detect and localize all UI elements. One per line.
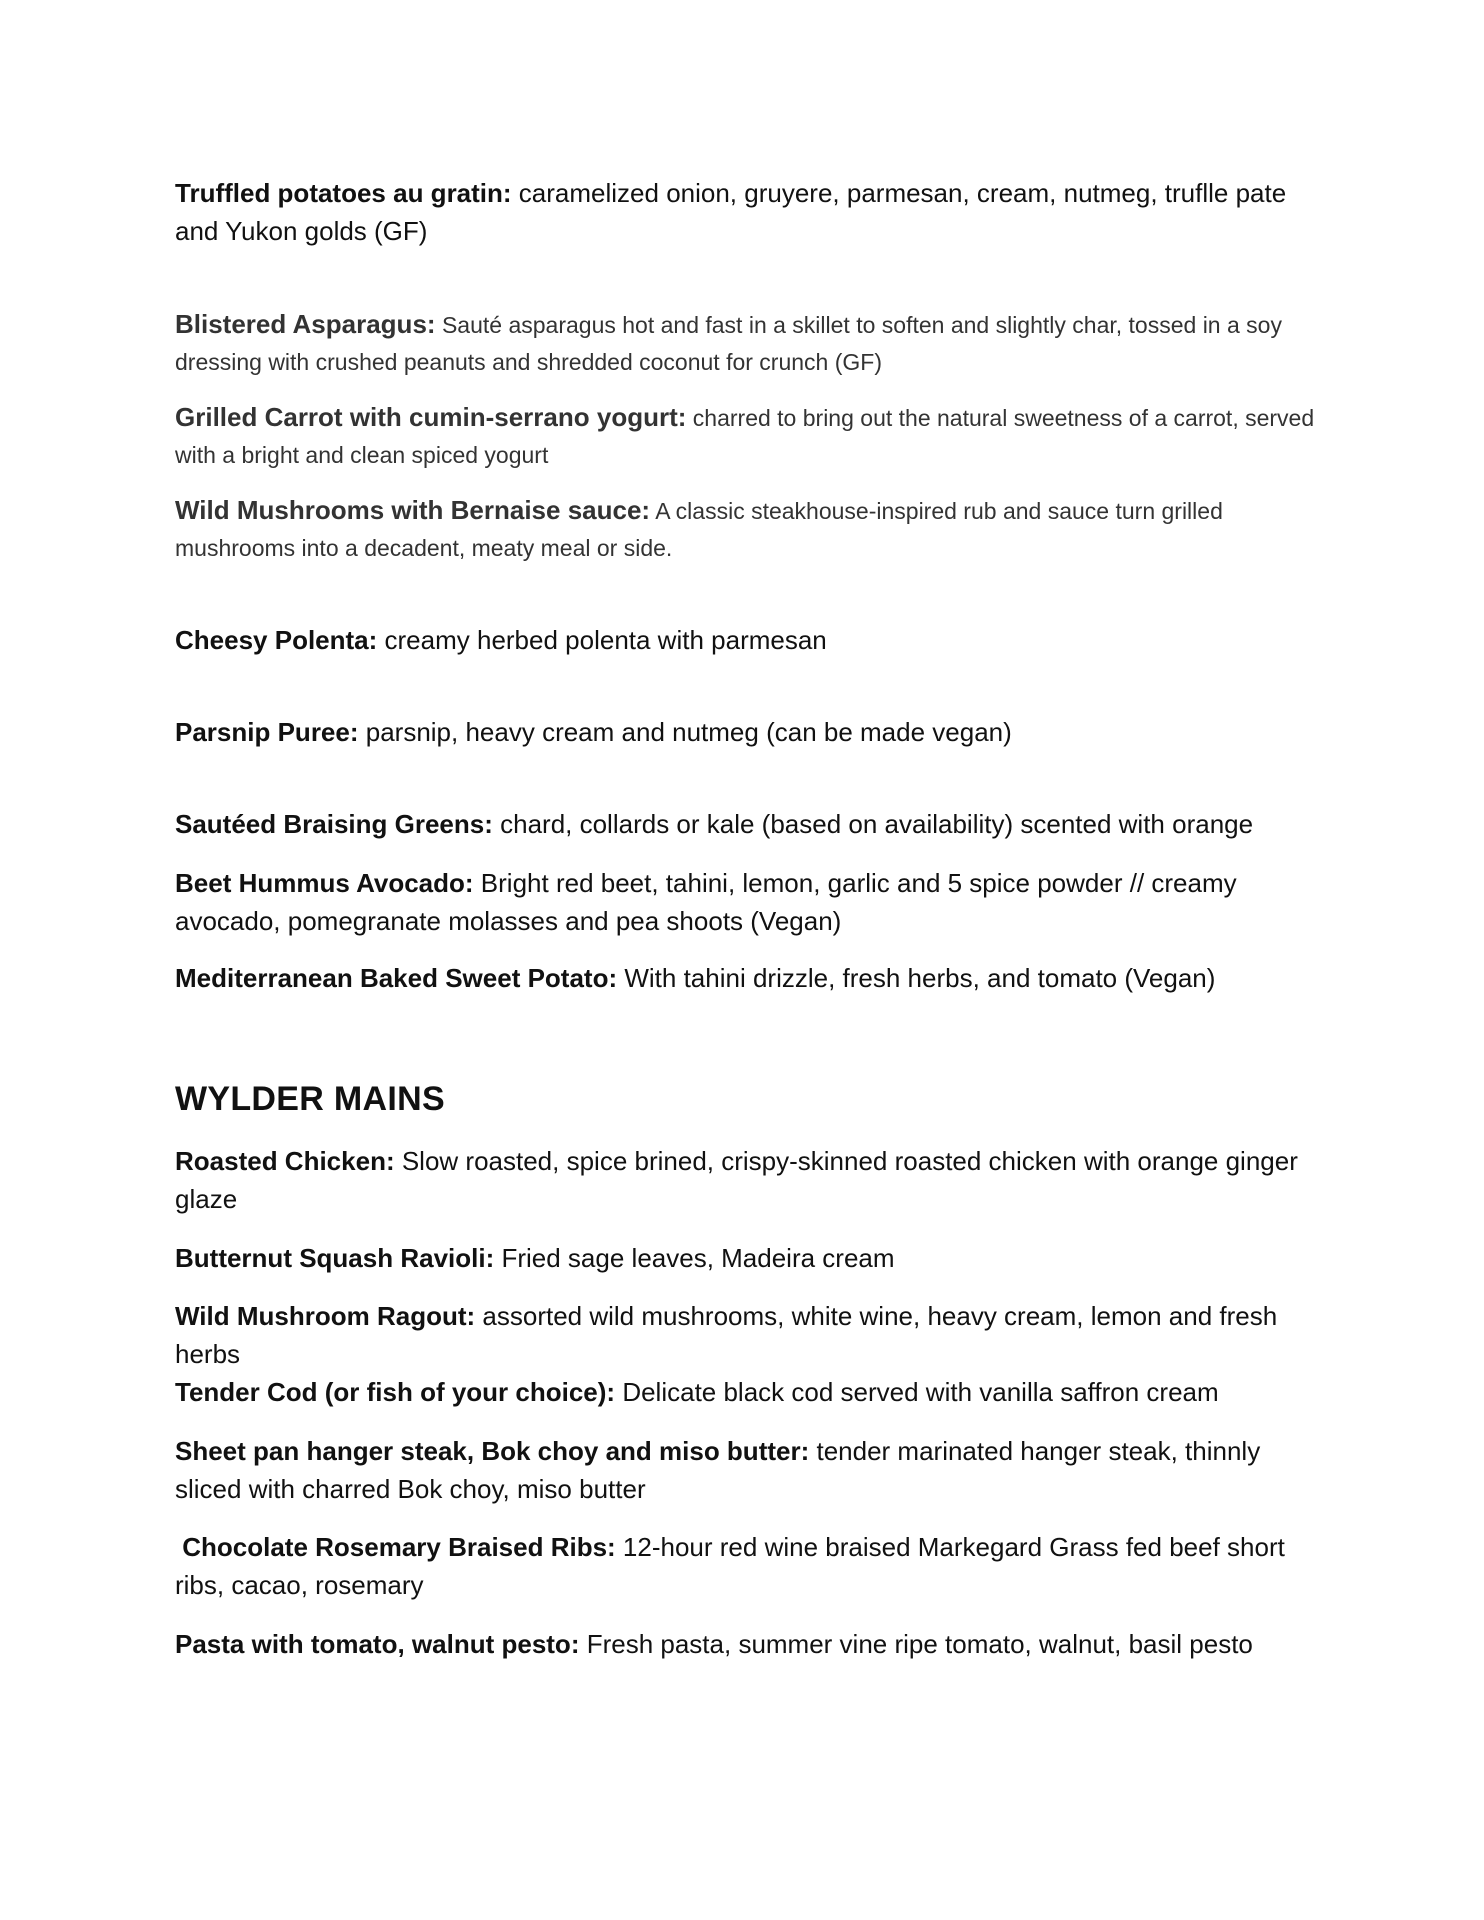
side-item-sweet-potato: [175, 959, 1325, 997]
item-name: Truffled potatoes au gratin:: [175, 178, 512, 208]
item-description: Sauté asparagus hot and fast in a skillet to soften and slightly char, tossed in a soy dressing with crushed peanuts and shredded coconut for crunch (GF): [175, 312, 1282, 375]
main-item-mushroom-ragout: [175, 1297, 1325, 1373]
item-description: charred to bring out the natural sweetness of a carrot, served with a bright and clean spiced yogurt: [175, 405, 1315, 468]
item-description: tender marinated hanger steak, thinnly sliced with charred Bok choy, miso butter: [175, 1436, 1261, 1504]
side-item-asparagus: [175, 306, 1325, 380]
item-description: A classic steakhouse-inspired rub and sauce turn grilled mushrooms into a decadent, meaty meal or side.: [175, 498, 1223, 561]
side-item-parsnip-puree: [175, 713, 1325, 751]
item-name: Cheesy Polenta:: [175, 625, 378, 655]
main-item-braised-ribs: [175, 1528, 1325, 1604]
item-description: caramelized onion, gruyere, parmesan, cream, nutmeg, truflle pate and Yukon golds (GF): [175, 178, 1287, 246]
main-item-butternut-ravioli: [175, 1239, 1325, 1277]
item-name: Beet Hummus Avocado:: [175, 868, 474, 898]
item-description: Delicate black cod served with vanilla saffron cream: [615, 1377, 1219, 1407]
item-name: Grilled Carrot with cumin-serrano yogurt:: [175, 402, 687, 432]
side-item-potatoes-gratin: [175, 174, 1325, 250]
side-item-cheesy-polenta: [175, 621, 1325, 659]
item-description: chard, collards or kale (based on availability) scented with orange: [492, 809, 1254, 839]
item-name: Pasta with tomato, walnut pesto:: [175, 1629, 580, 1659]
item-name: Parsnip Puree:: [175, 717, 359, 747]
item-description: creamy herbed polenta with parmesan: [377, 625, 827, 655]
main-item-tender-cod: [175, 1373, 1325, 1411]
item-description: 12-hour red wine braised Markegard Grass fed beef short ribs, cacao, rosemary: [175, 1532, 1293, 1600]
side-item-beet-hummus: [175, 864, 1325, 940]
item-description: Slow roasted, spice brined, crispy-skinned roasted chicken with orange ginger glaze: [175, 1146, 1298, 1214]
side-item-wild-mushrooms: [175, 492, 1325, 566]
side-item-grilled-carrot: [175, 399, 1325, 473]
item-name: Chocolate Rosemary Braised Ribs:: [175, 1532, 616, 1562]
item-name: Wild Mushrooms with Bernaise sauce:: [175, 495, 651, 525]
item-name: Mediterranean Baked Sweet Potato:: [175, 963, 618, 993]
item-name: Roasted Chicken:: [175, 1146, 395, 1176]
item-name: Blistered Asparagus:: [175, 309, 436, 339]
item-description: assorted wild mushrooms, white wine, heavy cream, lemon and fresh herbs: [175, 1301, 1278, 1369]
item-description: Fresh pasta, summer vine ripe tomato, walnut, basil pesto: [579, 1629, 1253, 1659]
main-item-hanger-steak: [175, 1432, 1325, 1508]
item-name: Wild Mushroom Ragout:: [175, 1301, 476, 1331]
mains-heading: WYLDER MAINS: [175, 1080, 445, 1118]
main-item-pasta-pesto: [175, 1625, 1325, 1663]
item-name: Tender Cod (or fish of your choice):: [175, 1377, 616, 1407]
item-name: Sautéed Braising Greens:: [175, 809, 493, 839]
item-description: With tahini drizzle, fresh herbs, and tomato (Vegan): [617, 963, 1216, 993]
side-item-braising-greens: [175, 805, 1325, 843]
item-description: parsnip, heavy cream and nutmeg (can be made vegan): [358, 717, 1012, 747]
item-name: Sheet pan hanger steak, Bok choy and miso butter:: [175, 1436, 810, 1466]
item-description: Bright red beet, tahini, lemon, garlic and 5 spice powder // creamy avocado, pomegranate molasses and pea shoots (Vegan): [175, 868, 1237, 936]
item-description: Fried sage leaves, Madeira cream: [494, 1243, 895, 1273]
item-name: Butternut Squash Ravioli:: [175, 1243, 495, 1273]
main-item-roasted-chicken: [175, 1142, 1325, 1218]
